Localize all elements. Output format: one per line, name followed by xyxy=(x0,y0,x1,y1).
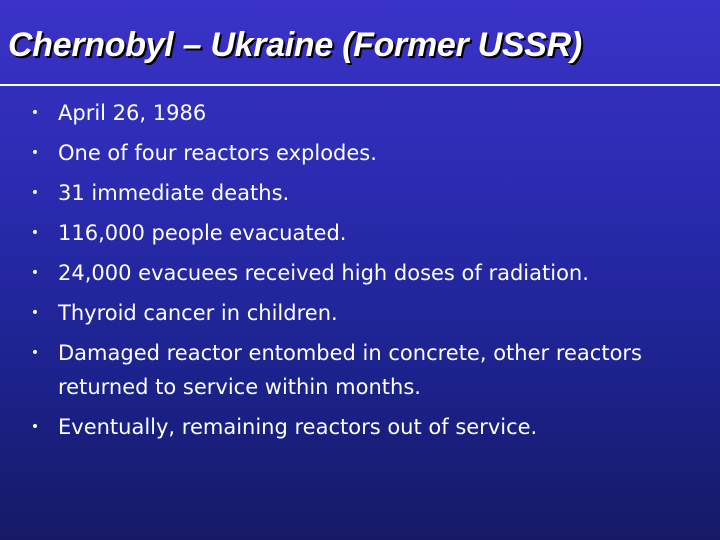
bullet-item xyxy=(22,296,702,330)
bullet-item xyxy=(22,96,702,130)
bullet-text: Damaged reactor entombed in concrete, other reactors returned to service within months. xyxy=(58,341,642,399)
title-divider xyxy=(0,84,720,86)
bullet-marker-icon: • xyxy=(30,419,40,435)
bullet-text: One of four reactors explodes. xyxy=(58,141,377,165)
bullet-item xyxy=(22,216,702,250)
bullet-item xyxy=(22,176,702,210)
bullet-text: 31 immediate deaths. xyxy=(58,181,290,205)
bullet-text: 24,000 evacuees received high doses of radiation. xyxy=(58,261,589,285)
bullet-text: April 26, 1986 xyxy=(58,101,207,125)
bullet-item xyxy=(22,336,702,404)
bullet-marker-icon: • xyxy=(30,305,40,321)
bullet-marker-icon: • xyxy=(30,105,40,121)
bullet-list xyxy=(22,96,702,450)
bullet-item xyxy=(22,136,702,170)
bullet-marker-icon: • xyxy=(30,185,40,201)
bullet-text: Eventually, remaining reactors out of service. xyxy=(58,415,538,439)
bullet-item xyxy=(22,256,702,290)
slide-title: Chernobyl – Ukraine (Former USSR) xyxy=(8,26,582,64)
bullet-marker-icon: • xyxy=(30,225,40,241)
bullet-marker-icon: • xyxy=(30,345,40,361)
bullet-text: Thyroid cancer in children. xyxy=(58,301,338,325)
bullet-marker-icon: • xyxy=(30,145,40,161)
bullet-text: 116,000 people evacuated. xyxy=(58,221,347,245)
bullet-item xyxy=(22,410,702,444)
bullet-marker-icon: • xyxy=(30,265,40,281)
